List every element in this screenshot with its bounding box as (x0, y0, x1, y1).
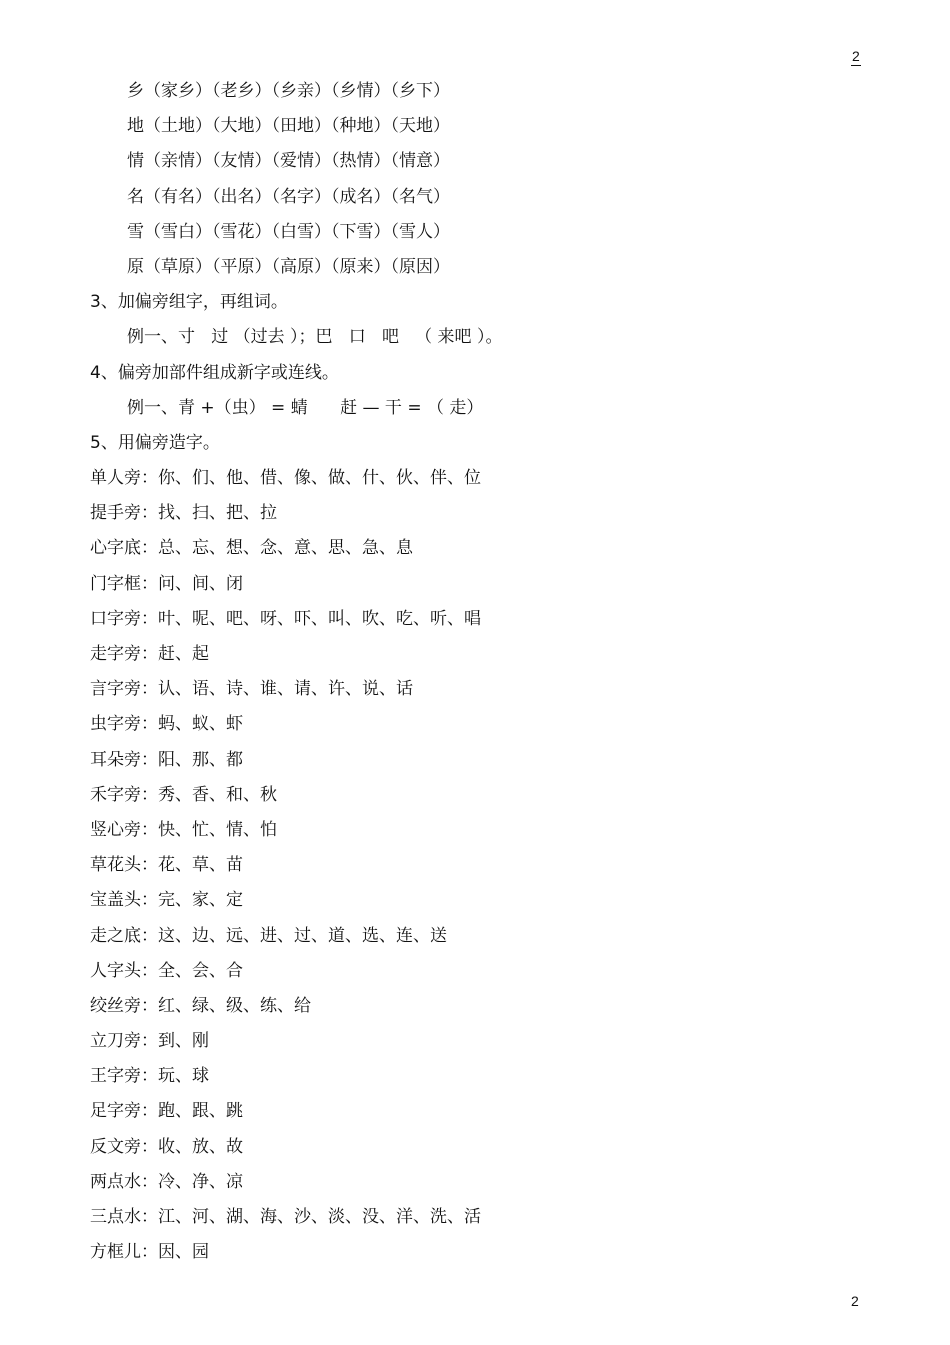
word-group-line: 地（土地）（大地）（田地）（种地）（天地） (127, 116, 450, 137)
radical-line: 耳朵旁：阳、那、都 (90, 749, 243, 770)
radical-line: 走之底：这、边、远、进、过、道、选、连、送 (90, 925, 447, 946)
page-number-top: 2 (852, 48, 860, 64)
word-group-line: 名（有名）（出名）（名字）（成名）（名气） (127, 186, 450, 207)
section-3-example: 例一、寸 过 （过去 ）；巴 口 吧 （ 来吧 ）。 (127, 327, 503, 348)
radical-line: 提手旁：找、扫、把、拉 (90, 503, 277, 524)
section-3-heading: 3、加偏旁组字，再组词。 (90, 292, 288, 313)
radical-line: 草花头：花、草、苗 (90, 855, 243, 876)
section-5-heading: 5、用偏旁造字。 (90, 432, 220, 453)
radical-line: 竖心旁：快、忙、情、怕 (90, 819, 277, 840)
radical-line: 三点水：江、河、湖、海、沙、淡、没、洋、洗、活 (90, 1207, 481, 1227)
word-group-line: 雪（雪白）（雪花）（白雪）（下雪）（雪人） (127, 221, 450, 242)
word-group-line: 情（亲情）（友情）（爱情）（热情）（情意） (127, 151, 450, 172)
radical-line: 绞丝旁：红、绿、级、练、给 (90, 995, 311, 1016)
radical-line: 足字旁：跑、跟、跳 (90, 1101, 243, 1122)
radical-line: 单人旁：你、们、他、借、像、做、什、伙、伴、位 (90, 468, 481, 489)
radical-line: 心字底：总、忘、想、念、意、思、急、息 (90, 538, 413, 559)
radical-line: 反文旁：收、放、故 (90, 1136, 243, 1157)
radical-line: 两点水：冷、净、凉 (90, 1171, 243, 1192)
radical-list (90, 461, 890, 1270)
radical-line: 走字旁：赶、起 (90, 644, 209, 664)
radical-line: 言字旁：认、语、诗、谁、请、许、说、话 (90, 679, 413, 700)
document-body (90, 74, 890, 1270)
radical-line: 门字框：问、间、闭 (90, 573, 243, 594)
section-4-heading: 4、偏旁加部件组成新字或连线。 (90, 362, 339, 383)
radical-line: 人字头：全、会、合 (90, 960, 243, 981)
radical-line: 禾字旁：秀、香、和、秋 (90, 784, 277, 805)
radical-line: 方框儿：因、园 (90, 1242, 209, 1263)
word-group-line: 原（草原）（平原）（高原）（原来）（原因） (127, 256, 450, 277)
word-group-line: 乡（家乡）（老乡）（乡亲）（乡情）（乡下） (127, 81, 450, 101)
radical-line: 王字旁：玩、球 (90, 1066, 209, 1087)
page-number-bottom: 2 (851, 1293, 859, 1309)
radical-line: 口字旁：叶、呢、吧、呀、吓、叫、吹、吃、听、唱 (90, 608, 481, 629)
radical-line: 立刀旁：到、刚 (90, 1031, 209, 1052)
radical-line: 宝盖头：完、家、定 (90, 890, 243, 911)
section-4-example: 例一、青 +（虫） = 蜻 赶 — 干 = （ 走） (127, 397, 484, 418)
radical-line: 虫字旁：蚂、蚁、虾 (90, 714, 243, 735)
